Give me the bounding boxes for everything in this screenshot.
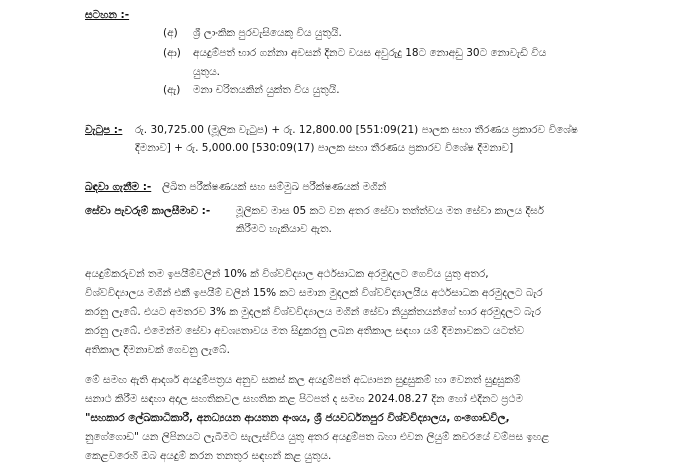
note-c-text: මනා චරිතයකින් යුක්ත විය යුතුයි. <box>193 84 340 96</box>
salary-label: වැටුප :- <box>85 124 123 136</box>
notes-label: සටහන :- <box>85 9 130 21</box>
salary-line2: දීමනාව] + රු. 5,000.00 [530:09(17) පාලක සභා තීරණය ප්‍රකාරව විශේෂ දීමනාව] <box>135 142 514 154</box>
note-c-marker: (ඇ) <box>163 84 181 96</box>
note-b-marker: (ආ) <box>163 47 181 59</box>
note-a-text: ශ්‍රී ලාංකික පුරවැසියෙකු විය යුතුයි. <box>193 27 342 39</box>
para2-line4: නුගේගොඩ" යන ලිපිනයට ලැබීමට සැලැස්විය යුතු අතර අයදුම්පත බහා එවන ලියුම් කවරයේ වම්පස ඉහළ <box>85 431 550 443</box>
para1-line4: කරනු ලැබේ. එමෙන්ම සේවා අවශ්‍යතාවය මත සිදුකරනු ලබන අතිකාල සඳහා යම් දීමනාවකට යටත්ව <box>85 325 525 337</box>
recruitment-label: බඳවා ගැනීම :- <box>85 181 152 193</box>
para1-line5: අතිකාල දීමනාවක් ගෙවනු ලැබේ. <box>85 344 230 356</box>
para1-line2: විශ්වවිද්‍යාලය මගින් එකී ඉපයීම් වලින් 15% කට සමාන මුදලක් විශ්වවිද්‍යාලයීය අර්ථසාධක අරමුදලට බැර <box>85 287 543 299</box>
recruitment-text: ලිඛිත පරීක්ෂණයක් සහ සම්මුඛ පරීක්ෂණයක් මගින් <box>162 181 387 193</box>
para2-line3: "සහකාර ලේඛකාධිකාරී, අනධ්‍යයන ආයතන අංශය, ශ්‍රී ජයවර්ධනපුර විශ්වවිද්‍යාලය, ගංගොඩවිල, <box>85 412 510 424</box>
note-b-text-line2: යුතුය. <box>193 66 220 78</box>
para1-line1: අයදුම්කරුවන් තම ඉපයීම්වලින් 10% ක් විශ්වවිද්‍යාල අර්ථසාධක අරමුදලට ගෙවිය යුතු අතර, <box>85 268 489 280</box>
service-period-line2: කිරීමට හැකියාව ඇත. <box>236 223 332 235</box>
note-a-marker: (අ) <box>163 27 178 39</box>
para1-line3: කරනු ලැබේ. එයට අමතරව 3% ක මුදලක් විශ්වවිද්‍යාලය මගින් සේවා නියුක්තයන්ගේ භාර අරමුදලට බැර <box>85 306 541 318</box>
para2-line2: සනාථ කිරීම සඳහා අදාල සහතිකවල සහතික කළ පිටපත් ද සමඟ 2024.08.27 දින හෝ එදිනට ප්‍රථම <box>85 393 524 405</box>
service-period-line1: මූලිකව මාස 05 කට වන අතර සේවා තත්ත්වය මත සේවා කාලය දීර්ඝ <box>236 205 545 217</box>
service-period-label: සේවා පැවරුම් කාලසීමාව :- <box>85 205 211 217</box>
para2-line5: කෙළවරෙහි ඔබ අයදුම් කරන තනතුර සඳහන් කළ යුතුය. <box>85 450 332 462</box>
salary-line1: රු. 30,725.00 (මූලික වැටුප) + රු. 12,800.00 [551:09(21) පාලක සභා තීරණය ප්‍රකාරව විශේෂ <box>135 124 578 136</box>
para2-line1: මේ සමඟ ඇති ආදර්ශ අයදුම්පත්‍රය අනුව සකස් කල අයදුම්පත් අධ්‍යාපන සුදුසුකම් හා වෙනත් සුදුසුකම් <box>85 374 521 386</box>
note-b-text-line1: අයදුම්පත් භාර ගන්නා අවසන් දිනට වයස අවුරුදු 18ට නොඅඩු 30ට නොවැඩි විය <box>193 47 547 59</box>
